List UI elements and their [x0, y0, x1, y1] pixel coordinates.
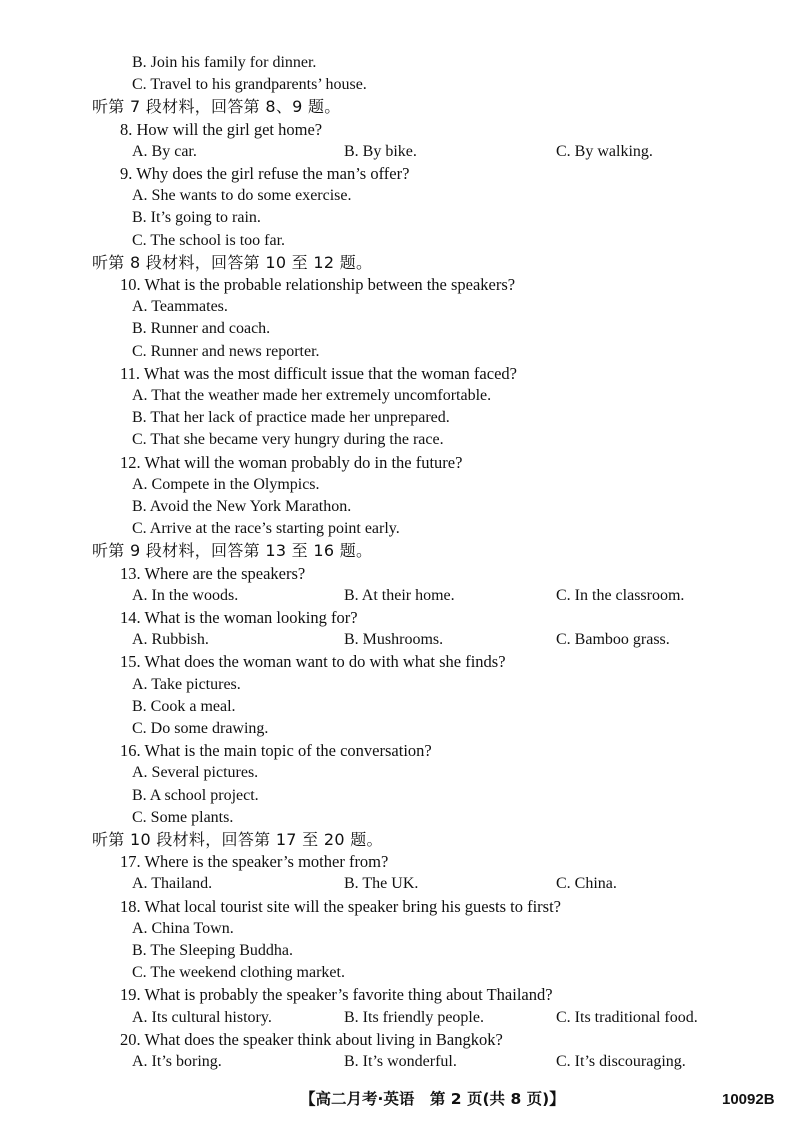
- answer-option: C. China.: [556, 875, 617, 892]
- answer-option: C. The weekend clothing market.: [132, 964, 345, 981]
- answer-option: A. In the woods.: [132, 587, 239, 604]
- page-footer: 【高二月考·英语 第 2 页(共 8 页)】: [300, 1090, 565, 1108]
- question-text: 11. What was the most difficult issue that the woman faced?: [120, 364, 517, 383]
- answer-option: A. China Town.: [132, 920, 234, 937]
- answer-option: C. Arrive at the race’s starting point early.: [132, 520, 400, 537]
- answer-option: A. Rubbish.: [132, 631, 209, 648]
- question-text: 9. Why does the girl refuse the man’s offer?: [120, 164, 410, 183]
- answer-option: B. Mushrooms.: [344, 631, 444, 648]
- answer-option: B. That her lack of practice made her unprepared.: [132, 409, 450, 426]
- question-text: 17. Where is the speaker’s mother from?: [120, 852, 389, 871]
- answer-option: A. It’s boring.: [132, 1053, 222, 1070]
- answer-option: B. Join his family for dinner.: [132, 54, 317, 71]
- answer-option: C. It’s discouraging.: [556, 1053, 686, 1070]
- answer-option: B. A school project.: [132, 787, 259, 804]
- section-instruction: 听第 8 段材料，回答第 10 至 12 题。: [92, 253, 373, 272]
- section-instruction: 听第 10 段材料，回答第 17 至 20 题。: [92, 830, 383, 849]
- answer-option: C. Travel to his grandparents’ house.: [132, 76, 367, 93]
- answer-option: A. By car.: [132, 143, 197, 160]
- answer-option: B. The Sleeping Buddha.: [132, 942, 294, 959]
- answer-option: B. Cook a meal.: [132, 698, 236, 715]
- answer-option: C. Runner and news reporter.: [132, 343, 320, 360]
- question-text: 18. What local tourist site will the speaker bring his guests to first?: [120, 897, 561, 916]
- question-text: 8. How will the girl get home?: [120, 120, 323, 139]
- answer-option: B. Avoid the New York Marathon.: [132, 498, 352, 515]
- answer-option: A. Compete in the Olympics.: [132, 476, 320, 493]
- answer-option: C. In the classroom.: [556, 587, 685, 604]
- answer-option: C. By walking.: [556, 143, 653, 160]
- question-text: 19. What is probably the speaker’s favorite thing about Thailand?: [120, 985, 553, 1004]
- answer-option: C. Do some drawing.: [132, 720, 269, 737]
- question-text: 12. What will the woman probably do in the future?: [120, 453, 463, 472]
- answer-option: B. Runner and coach.: [132, 320, 271, 337]
- question-text: 16. What is the main topic of the conversation?: [120, 741, 432, 760]
- answer-option: B. The UK.: [344, 875, 419, 892]
- answer-option: C. Bamboo grass.: [556, 631, 670, 648]
- answer-option: A. Thailand.: [132, 875, 213, 892]
- question-text: 13. Where are the speakers?: [120, 564, 306, 583]
- section-instruction: 听第 7 段材料，回答第 8、9 题。: [92, 97, 341, 116]
- answer-option: B. At their home.: [344, 587, 455, 604]
- answer-option: C. Its traditional food.: [556, 1009, 698, 1026]
- answer-option: C. Some plants.: [132, 809, 234, 826]
- question-text: 20. What does the speaker think about living in Bangkok?: [120, 1030, 503, 1049]
- answer-option: A. Several pictures.: [132, 764, 259, 781]
- question-text: 14. What is the woman looking for?: [120, 608, 358, 627]
- answer-option: B. It’s wonderful.: [344, 1053, 457, 1070]
- section-instruction: 听第 9 段材料，回答第 13 至 16 题。: [92, 541, 373, 560]
- answer-option: B. It’s going to rain.: [132, 209, 261, 226]
- answer-option: C. That she became very hungry during the race.: [132, 431, 444, 448]
- question-text: 15. What does the woman want to do with what she finds?: [120, 652, 506, 671]
- paper-code: 10092B: [722, 1091, 775, 1108]
- answer-option: A. She wants to do some exercise.: [132, 187, 352, 204]
- answer-option: B. By bike.: [344, 143, 417, 160]
- answer-option: A. Its cultural history.: [132, 1009, 272, 1026]
- answer-option: A. Take pictures.: [132, 676, 241, 693]
- answer-option: C. The school is too far.: [132, 232, 286, 249]
- question-text: 10. What is the probable relationship between the speakers?: [120, 275, 516, 294]
- answer-option: A. That the weather made her extremely uncomfortable.: [132, 387, 492, 404]
- answer-option: B. Its friendly people.: [344, 1009, 484, 1026]
- answer-option: A. Teammates.: [132, 298, 228, 315]
